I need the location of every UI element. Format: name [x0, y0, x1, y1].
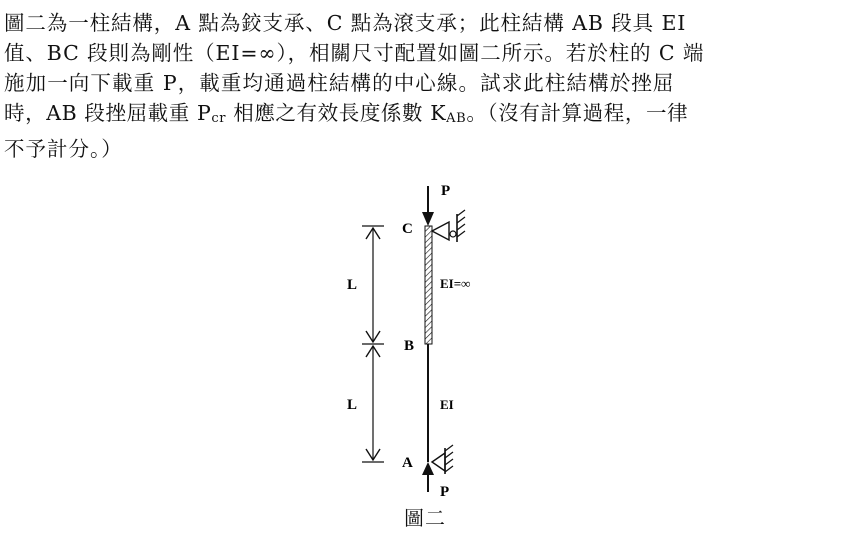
- dimension-lower: [362, 346, 384, 462]
- kab-subscript: AB: [446, 111, 467, 126]
- problem-line-1-text: 圖二為一柱結構，A 點為鉸支承、C 點為滾支承；此柱結構 AB 段具 EI: [4, 11, 687, 35]
- problem-line-4-part-a: 時，AB 段挫屈載重 P: [4, 101, 212, 125]
- rigid-segment-bc: [425, 226, 432, 344]
- segment-label-ab: EI: [440, 397, 454, 412]
- dimension-upper: [362, 226, 384, 344]
- segment-label-bc: EI=∞: [440, 276, 471, 291]
- problem-line-4-part-b: 相應之有效長度係數 K: [226, 101, 447, 125]
- problem-line-4-part-c: 。（沒有計算過程，一律: [466, 101, 689, 125]
- dimension-label-upper: L: [347, 277, 358, 293]
- pcr-subscript: cr: [211, 111, 227, 126]
- load-arrow-bottom: [422, 462, 434, 492]
- problem-line-2-text: 值、BC 段則為剛性（EI=∞），相關尺寸配置如圖二所示。若於柱的 C 端: [4, 41, 705, 65]
- load-label-top: P: [441, 183, 451, 199]
- pin-support-a: [432, 445, 453, 474]
- load-label-bottom: P: [440, 484, 450, 500]
- node-label-c: C: [402, 221, 413, 237]
- problem-line-3-text: 施加一向下載重 P，載重均通過柱結構的中心線。試求此柱結構於挫屈: [4, 71, 675, 95]
- node-label-a: A: [402, 455, 413, 471]
- figure-caption: 圖二: [404, 506, 446, 530]
- problem-line-5-text: 不予計分。）: [4, 137, 123, 161]
- dimension-label-lower: L: [347, 397, 358, 413]
- roller-support-c: [432, 210, 465, 242]
- load-arrow-top: [422, 186, 434, 226]
- node-label-b: B: [404, 338, 415, 354]
